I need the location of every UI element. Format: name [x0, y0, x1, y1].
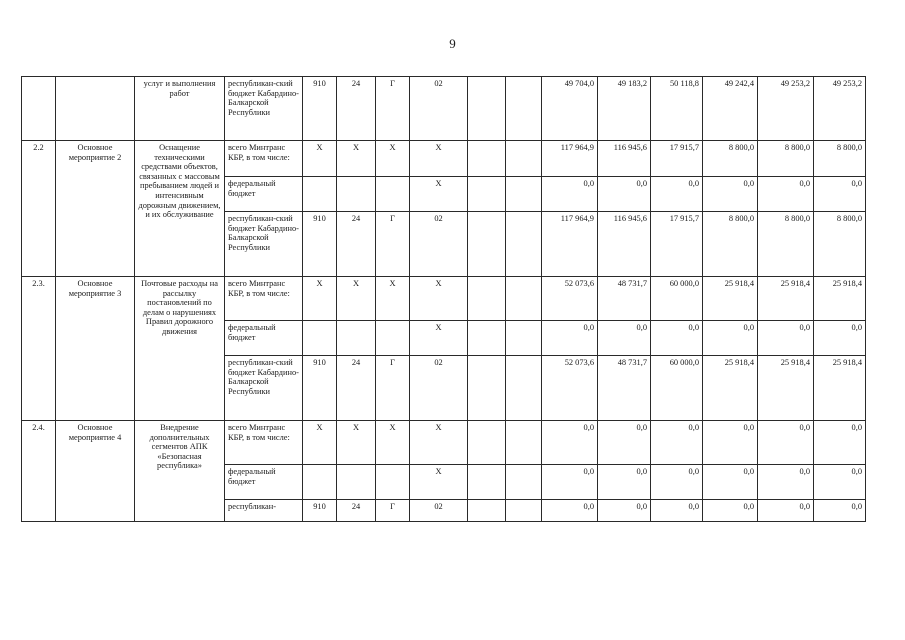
- page-number: 9: [449, 36, 456, 51]
- subsection-code: Х: [376, 277, 410, 321]
- subsection-code: [376, 465, 410, 500]
- target-code: Х: [410, 421, 468, 465]
- amount-year-4: 0,0: [703, 321, 758, 356]
- subsection-code: Г: [376, 500, 410, 522]
- amount-year-6: 0,0: [814, 465, 866, 500]
- amount-year-2: 0,0: [598, 321, 651, 356]
- amount-year-6: 25 918,4: [814, 277, 866, 321]
- funding-source: всего Минтранс КБР, в том числе:: [225, 141, 303, 177]
- item-name: услуг и выполнения работ: [135, 77, 225, 141]
- amount-year-1: 49 704,0: [542, 77, 598, 141]
- item-name: Почтовые расходы на рассылку постановлений по делам о нарушениях Правил дорожного движения: [135, 277, 225, 421]
- extra-code: [506, 277, 542, 321]
- extra-code: [506, 356, 542, 421]
- amount-year-2: 0,0: [598, 500, 651, 522]
- target-code: 02: [410, 356, 468, 421]
- section-code: Х: [337, 421, 376, 465]
- grbs-code: Х: [303, 421, 337, 465]
- grbs-code: [303, 465, 337, 500]
- amount-year-5: 49 253,2: [758, 77, 814, 141]
- amount-year-1: 52 073,6: [542, 277, 598, 321]
- grbs-code: 910: [303, 212, 337, 277]
- target-code: Х: [410, 177, 468, 212]
- amount-year-4: 25 918,4: [703, 356, 758, 421]
- amount-year-2: 0,0: [598, 177, 651, 212]
- amount-year-4: 8 800,0: [703, 212, 758, 277]
- amount-year-6: 0,0: [814, 177, 866, 212]
- funding-source: всего Минтранс КБР, в том числе:: [225, 277, 303, 321]
- extra-code: [506, 212, 542, 277]
- section-code: Х: [337, 277, 376, 321]
- expense-type-code: [468, 500, 506, 522]
- expense-type-code: [468, 277, 506, 321]
- extra-code: [506, 321, 542, 356]
- item-number: 2.3.: [22, 277, 56, 421]
- amount-year-2: 48 731,7: [598, 356, 651, 421]
- amount-year-1: 0,0: [542, 465, 598, 500]
- expense-type-code: [468, 356, 506, 421]
- amount-year-6: 8 800,0: [814, 141, 866, 177]
- target-code: 02: [410, 77, 468, 141]
- amount-year-3: 17 915,7: [651, 212, 703, 277]
- section-code: 24: [337, 500, 376, 522]
- table-row: [22, 141, 866, 177]
- amount-year-3: 17 915,7: [651, 141, 703, 177]
- amount-year-3: 60 000,0: [651, 277, 703, 321]
- extra-code: [506, 177, 542, 212]
- section-code: 24: [337, 212, 376, 277]
- target-code: Х: [410, 277, 468, 321]
- section-code: Х: [337, 141, 376, 177]
- funding-source: республикан-ский бюджет Кабардино-Балкарской Республики: [225, 356, 303, 421]
- expense-type-code: [468, 141, 506, 177]
- funding-source: всего Минтранс КБР, в том числе:: [225, 421, 303, 465]
- amount-year-3: 0,0: [651, 500, 703, 522]
- budget-table: [21, 76, 866, 522]
- extra-code: [506, 141, 542, 177]
- section-code: [337, 321, 376, 356]
- amount-year-5: 0,0: [758, 465, 814, 500]
- amount-year-5: 25 918,4: [758, 356, 814, 421]
- amount-year-4: 8 800,0: [703, 141, 758, 177]
- amount-year-6: 0,0: [814, 321, 866, 356]
- extra-code: [506, 500, 542, 522]
- funding-source: федеральный бюджет: [225, 321, 303, 356]
- expense-type-code: [468, 465, 506, 500]
- subsection-code: [376, 177, 410, 212]
- section-code: [337, 177, 376, 212]
- amount-year-2: 0,0: [598, 421, 651, 465]
- amount-year-1: 0,0: [542, 177, 598, 212]
- subsection-code: Х: [376, 141, 410, 177]
- amount-year-2: 48 731,7: [598, 277, 651, 321]
- subsection-code: Г: [376, 356, 410, 421]
- target-code: 02: [410, 212, 468, 277]
- amount-year-5: 8 800,0: [758, 141, 814, 177]
- target-code: Х: [410, 141, 468, 177]
- amount-year-2: 116 945,6: [598, 141, 651, 177]
- amount-year-4: 0,0: [703, 500, 758, 522]
- amount-year-1: 52 073,6: [542, 356, 598, 421]
- amount-year-1: 0,0: [542, 500, 598, 522]
- expense-type-code: [468, 177, 506, 212]
- amount-year-5: 25 918,4: [758, 277, 814, 321]
- amount-year-4: 25 918,4: [703, 277, 758, 321]
- amount-year-3: 50 118,8: [651, 77, 703, 141]
- amount-year-1: 117 964,9: [542, 212, 598, 277]
- expense-type-code: [468, 321, 506, 356]
- amount-year-6: 0,0: [814, 500, 866, 522]
- grbs-code: [303, 177, 337, 212]
- amount-year-4: 0,0: [703, 177, 758, 212]
- item-kind: [56, 77, 135, 141]
- amount-year-3: 60 000,0: [651, 356, 703, 421]
- expense-type-code: [468, 77, 506, 141]
- item-name: Внедрение дополнительных сегментов АПК «Безопасная республика»: [135, 421, 225, 522]
- amount-year-5: 0,0: [758, 321, 814, 356]
- amount-year-2: 49 183,2: [598, 77, 651, 141]
- item-number: 2.4.: [22, 421, 56, 522]
- subsection-code: [376, 321, 410, 356]
- expense-type-code: [468, 421, 506, 465]
- item-kind: Основное мероприятие 3: [56, 277, 135, 421]
- item-number: 2.2: [22, 141, 56, 277]
- section-code: 24: [337, 77, 376, 141]
- amount-year-3: 0,0: [651, 177, 703, 212]
- amount-year-1: 0,0: [542, 321, 598, 356]
- table-row: [22, 277, 866, 321]
- extra-code: [506, 421, 542, 465]
- extra-code: [506, 77, 542, 141]
- amount-year-3: 0,0: [651, 321, 703, 356]
- table-row: [22, 421, 866, 465]
- amount-year-4: 49 242,4: [703, 77, 758, 141]
- amount-year-5: 8 800,0: [758, 212, 814, 277]
- amount-year-4: 0,0: [703, 421, 758, 465]
- item-number: [22, 77, 56, 141]
- table-body: [22, 77, 866, 522]
- grbs-code: Х: [303, 277, 337, 321]
- funding-source: федеральный бюджет: [225, 177, 303, 212]
- amount-year-3: 0,0: [651, 465, 703, 500]
- item-kind: Основное мероприятие 4: [56, 421, 135, 522]
- funding-source: республикан-ский бюджет Кабардино-Балкарской Республики: [225, 77, 303, 141]
- target-code: Х: [410, 465, 468, 500]
- amount-year-5: 0,0: [758, 421, 814, 465]
- amount-year-2: 116 945,6: [598, 212, 651, 277]
- subsection-code: Х: [376, 421, 410, 465]
- expense-type-code: [468, 212, 506, 277]
- section-code: [337, 465, 376, 500]
- amount-year-6: 25 918,4: [814, 356, 866, 421]
- target-code: Х: [410, 321, 468, 356]
- subsection-code: Г: [376, 212, 410, 277]
- amount-year-5: 0,0: [758, 500, 814, 522]
- funding-source: республикан-ский бюджет Кабардино-Балкарской Республики: [225, 212, 303, 277]
- grbs-code: [303, 321, 337, 356]
- item-kind: Основное мероприятие 2: [56, 141, 135, 277]
- table-row: [22, 77, 866, 141]
- amount-year-5: 0,0: [758, 177, 814, 212]
- amount-year-1: 0,0: [542, 421, 598, 465]
- amount-year-2: 0,0: [598, 465, 651, 500]
- amount-year-6: 8 800,0: [814, 212, 866, 277]
- amount-year-3: 0,0: [651, 421, 703, 465]
- funding-source: федеральный бюджет: [225, 465, 303, 500]
- amount-year-4: 0,0: [703, 465, 758, 500]
- item-name: Оснащение техническими средствами объектов, связанных с массовым пребыванием людей и интенсивным дорожным движением, и их обслуживание: [135, 141, 225, 277]
- section-code: 24: [337, 356, 376, 421]
- funding-source: республикан-: [225, 500, 303, 522]
- amount-year-6: 0,0: [814, 421, 866, 465]
- grbs-code: 910: [303, 356, 337, 421]
- subsection-code: Г: [376, 77, 410, 141]
- extra-code: [506, 465, 542, 500]
- grbs-code: Х: [303, 141, 337, 177]
- target-code: 02: [410, 500, 468, 522]
- amount-year-1: 117 964,9: [542, 141, 598, 177]
- grbs-code: 910: [303, 500, 337, 522]
- amount-year-6: 49 253,2: [814, 77, 866, 141]
- grbs-code: 910: [303, 77, 337, 141]
